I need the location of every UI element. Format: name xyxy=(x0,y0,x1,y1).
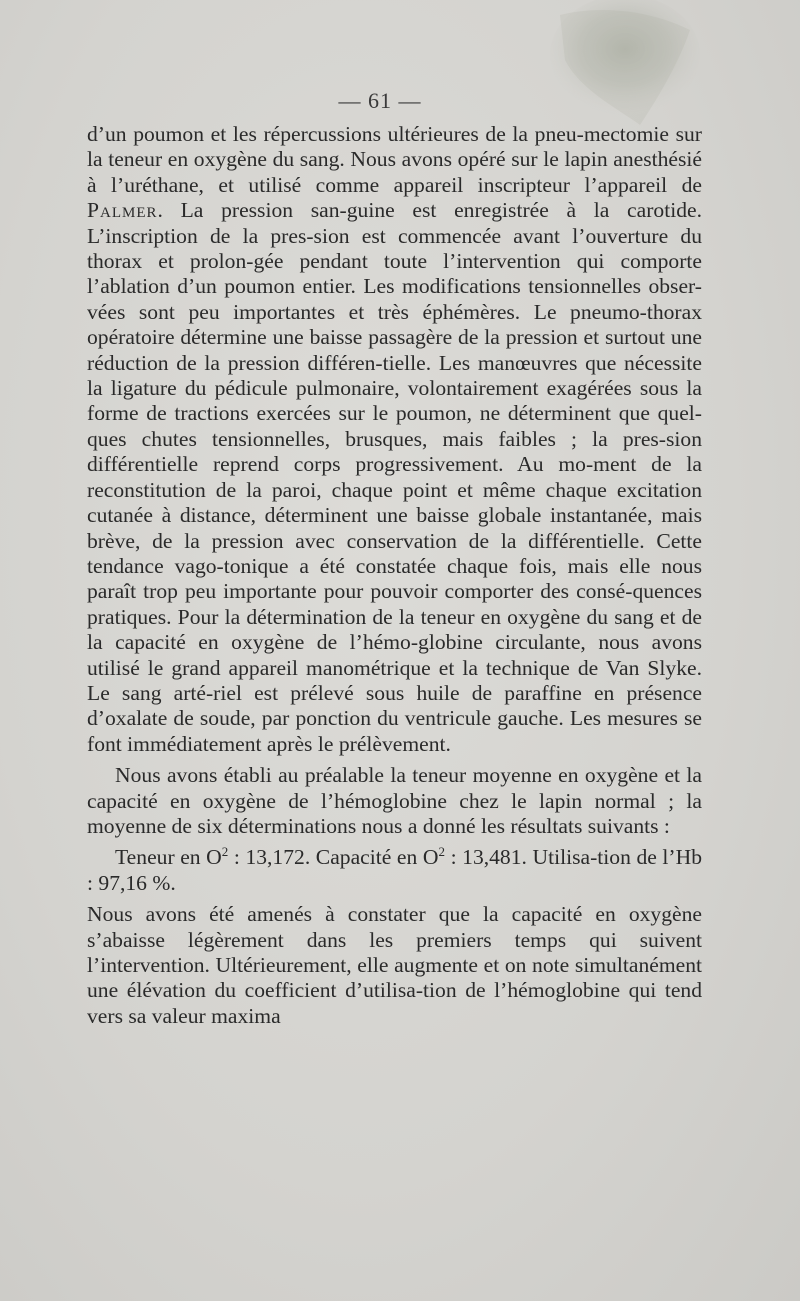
page-number: — 61 — xyxy=(338,88,422,113)
paragraph-1 xyxy=(87,122,702,757)
paragraph-3 xyxy=(87,845,702,896)
body-text xyxy=(87,122,702,1029)
text-run: Nous avons été amenés à constater que la capacité en oxygène s’abaisse légèrement dans les premiers temps qui suivent l’intervention. Ultérieurement, elle augmente et on note simultanément une élévation du coefficient d’utilisa-tion de l’hémoglobine qui tend vers sa valeur maxima xyxy=(87,902,702,1028)
paragraph-4 xyxy=(87,902,702,1029)
paper-stain xyxy=(540,0,700,135)
text-run: Teneur en O xyxy=(115,845,222,870)
paragraph-2 xyxy=(87,763,702,839)
text-run: Nous avons établi au préalable la teneur moyenne en oxygène et la capacité en oxygène de l’hémoglobine chez le lapin normal ; la moyenne de six déterminations nous a donné les résultats suivants : xyxy=(87,763,702,838)
author-name: Palmer xyxy=(87,198,158,223)
text-run: : 13,481. Utilisa-tion de l’Hb : 97,16 %. xyxy=(87,845,702,895)
superscript: 2 xyxy=(438,844,445,860)
text-run: d’un poumon et les répercussions ultérieures de la pneu-mectomie sur la teneur en oxygène du sang. Nous avons opéré sur le lapin anesthésié à l’uréthane, et utilisé comme appareil inscripteur l’appareil de xyxy=(87,122,702,197)
superscript: 2 xyxy=(221,844,229,860)
text-run: : 13,172. Capacité en O xyxy=(228,845,439,870)
text-run: . La pression san-guine est enregistrée à la carotide. L’inscription de la pres-sion est commencée avant l’ouverture du thorax et prolon-gée pendant toute l’intervention qui comporte l’ablation d’un poumon entier. Les modifications tensionnelles obser-vées sont peu importantes et très éphémères. Le pneumo-thorax opératoire détermine une baisse passagère de la pression et surtout une réduction de la pression différen-tielle. Les manœuvres que nécessite la ligature du pédicule pulmonaire, volontairement exagérées sous la forme de tractions exercées sur le poumon, ne déterminent que quel-ques chutes tensionnelles, brusques, mais faibles ; la pres-sion différentielle reprend corps progressivement. Au mo-ment de la reconstitution de la paroi, chaque point et même chaque excitation cutanée à distance, déterminent une baisse globale instantanée, mais brève, de la pression avec conservation de la différentielle. Cette tendance vago-tonique a été constatée chaque fois, mais elle nous paraît trop peu importante pour pouvoir comporter des consé-quences pratiques. Pour la détermination de la teneur en oxygène du sang et de la capacité en oxygène de l’hémo-globine circulante, nous avons utilisé le grand appareil manométrique et la technique de Van Slyke. Le sang arté-riel est prélevé sous huile de paraffine en présence d’oxalate de soude, par ponction du ventricule gauche. Les mesures se font immédiatement après le prélèvement. xyxy=(87,198,702,756)
